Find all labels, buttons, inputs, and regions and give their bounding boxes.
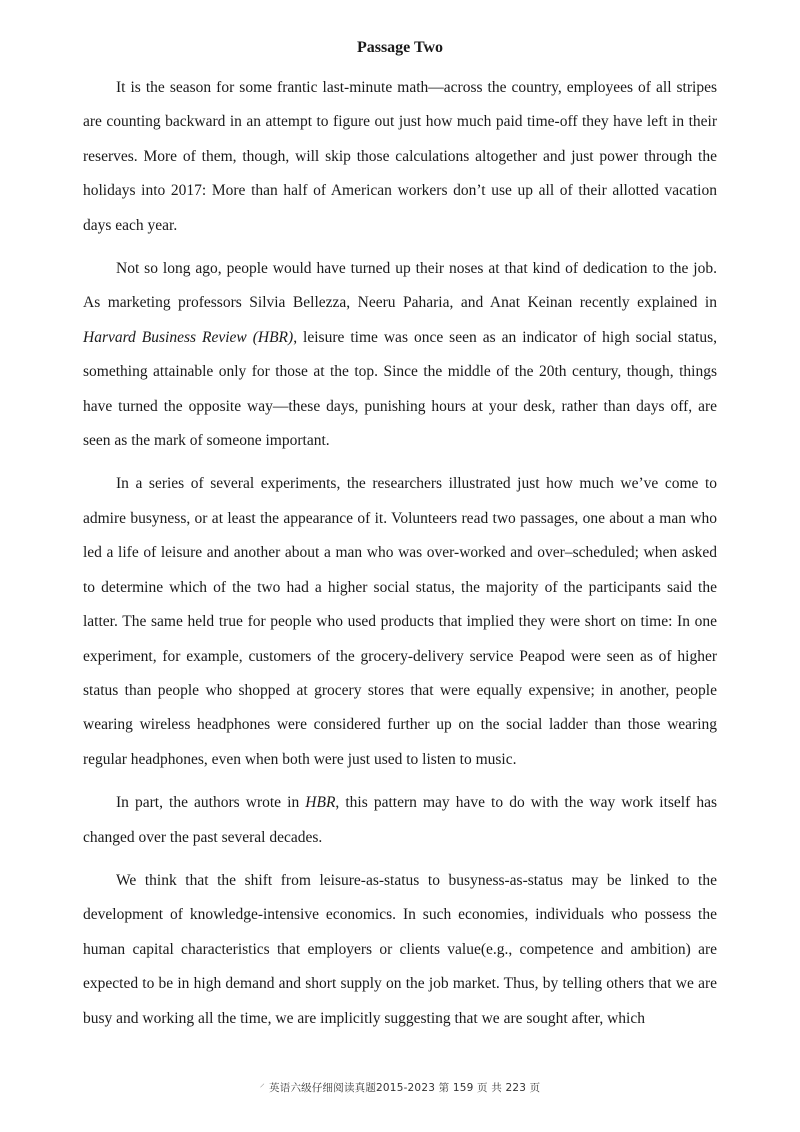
passage-title: Passage Two xyxy=(356,39,444,56)
paragraph-text: It is the season for some frantic last-minute math—across the country, employees of all stripes are counting backward in an attempt to figure out just how much paid time-off they have left in their reserves. More of them, though, will skip those calculations altogether and just power through the holidays into 2017: More than half of American workers don’t use up all of their allotted vacation days each year. xyxy=(83,79,717,234)
paragraph-5 xyxy=(83,864,717,1036)
paragraph-text: , leisure time was once seen as an indicator of high social status, something attainable only for those at the top. Since the middle of the 20th century, though, things have turned the opposite way—these days, punishing hours at your desk, rather than days off, are seen as the mark of someone important. xyxy=(83,328,717,450)
paragraph-3 xyxy=(83,467,717,777)
paragraph-text: , this pattern may have to do with the way work itself has changed over the past several decades. xyxy=(83,794,717,846)
paragraph-2 xyxy=(83,252,717,458)
paragraph-text: In part, the authors wrote in xyxy=(116,794,306,812)
paragraph-text: We think that the shift from leisure-as-status to busyness-as-status may be linked to the development of knowledge-intensive economics. In such economies, individuals who possess the human capital characteristics that employers or clients value(e.g., competence and ambition) are expected to be in high demand and short supply on the job market. Thus, by telling others that we are busy and working all the time, we are implicitly suggesting that we are sought after, which xyxy=(83,871,717,1027)
page-footer xyxy=(0,1080,800,1095)
paragraph-text: Not so long ago, people would have turned up their noses at that kind of dedication to the job. As marketing professors Silvia Bellezza, Neeru Paharia, and Anat Keinan recently explained in xyxy=(83,260,717,312)
document-page xyxy=(83,34,717,1045)
italic-journal-abbrev: HBR xyxy=(305,794,336,812)
paragraph-1 xyxy=(83,71,717,243)
paragraph-4 xyxy=(83,786,717,855)
paragraph-text: In a series of several experiments, the researchers illustrated just how much we’ve come to admire busyness, or at least the appearance of it. Volunteers read two passages, one about a man who led a life of leisure and another about a man who was over-worked and over–scheduled; when asked to determine which of the two had a higher social status, the majority of the participants said the latter. The same held true for people who used products that implied they were short on time: In one experiment, for example, customers of the grocery-delivery service Peapod were seen as of higher status than people who shopped at grocery stores that were equally expensive; in another, people wearing wireless headphones were considered further up on the social ladder than those wearing regular headphones, even when both were just used to listen to music. xyxy=(83,475,717,768)
footer-page-info: 英语六级仔细阅读真题2015-2023 第 159 页 共 223 页 xyxy=(269,1082,541,1094)
italic-journal-name: Harvard Business Review (HBR) xyxy=(83,328,294,346)
footer-mark: ⸍ xyxy=(259,1082,266,1094)
